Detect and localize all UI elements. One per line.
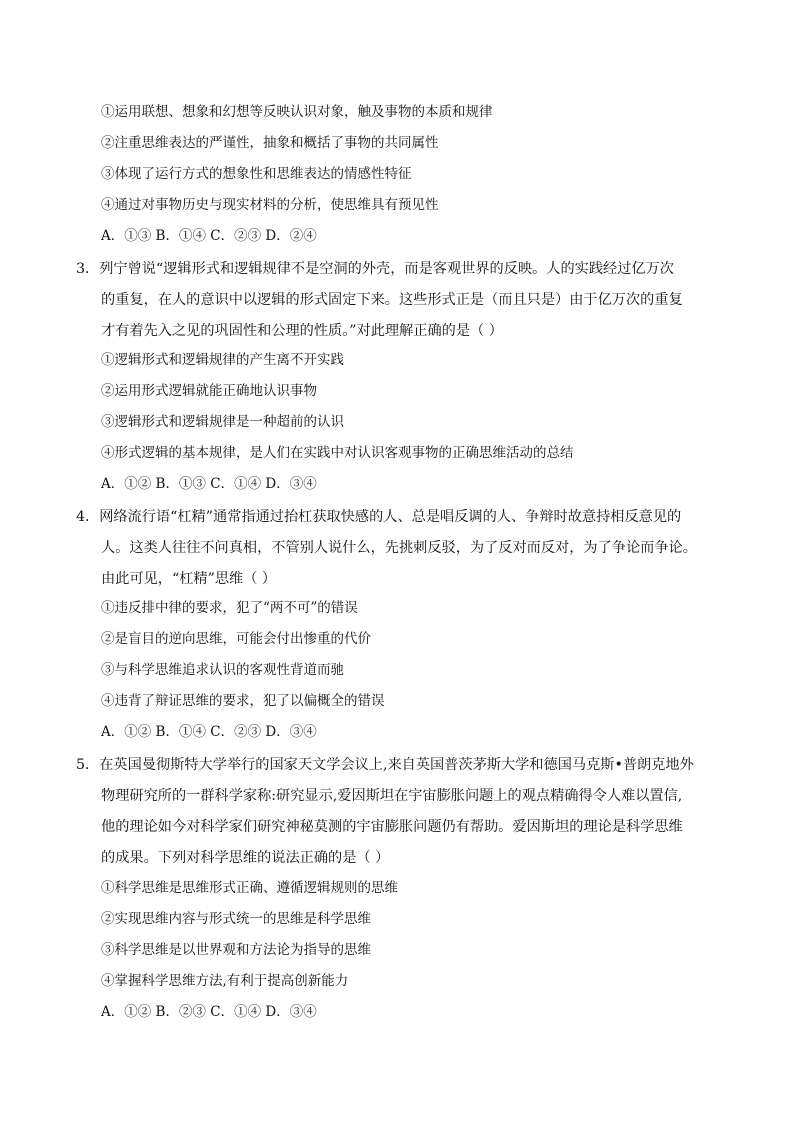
q5-option-3: ③科学思维是以世界观和方法论为指导的思维	[101, 942, 371, 958]
q5-stem	[76, 750, 698, 874]
q4-answer-choices: A．①② B．①④ C．②③ D．③④	[101, 724, 317, 740]
q5-option-1: ①科学思维是思维形式正确、遵循逻辑规则的思维	[101, 880, 398, 896]
q2-answer-choices: A．①③ B．①④ C．②③ D．②④	[101, 228, 317, 244]
q3-stem-line-3: 才有着先入之见的巩固性和公理的性质。”对此理解正确的是（ ）	[101, 323, 503, 339]
q2-option-1: ①运用联想、想象和幻想等反映认识对象，触及事物的本质和规律	[101, 104, 493, 120]
q3-option-2: ②运用形式逻辑就能正确地认识事物	[101, 383, 317, 399]
q5-stem-line-3: 他的理论如今对科学家们研究神秘莫测的宇宙膨胀问题仍有帮助。爱因斯坦的理论是科学思维	[101, 819, 683, 835]
q4-option-3: ③与科学思维追求认识的客观性背道而驰	[101, 662, 344, 678]
q5-stem-line-2: 物理研究所的一群科学家称:研究显示,爱因斯坦在宇宙膨胀问题上的观点精确得令人难以置信,	[101, 788, 683, 804]
q4-stem-line-2: 人。这类人往往不问真相，不管别人说什么，先挑刺反驳，为了反对而反对，为了争论而争论。	[101, 540, 697, 556]
q4-option-4: ④违背了辩证思维的要求，犯了以偏概全的错误	[101, 693, 385, 709]
q3-option-1: ①逻辑形式和逻辑规律的产生离不开实践	[101, 352, 344, 368]
q2-option-4: ④通过对事物历史与现实材料的分析，使思维具有预见性	[101, 197, 439, 213]
q3-stem	[76, 254, 698, 347]
q3-answer-choices: A．①② B．①③ C．①④ D．③④	[101, 476, 317, 492]
q3-option-3: ③逻辑形式和逻辑规律是一种超前的认识	[101, 414, 344, 430]
q2-option-3: ③体现了运行方式的想象性和思维表达的情感性特征	[101, 166, 412, 182]
q4-option-2: ②是盲目的逆向思维，可能会付出惨重的代价	[101, 631, 371, 647]
q5-answer-choices: A．①② B．②③ C．①④ D．③④	[101, 1004, 317, 1020]
q5-stem-line-1: 5．在英国曼彻斯特大学举行的国家天文学会议上,来自英国普茨茅斯大学和德国马克斯•普朗克地外	[76, 757, 694, 773]
q3-stem-line-1: 3．列宁曾说“逻辑形式和逻辑规律不是空洞的外壳，而是客观世界的反映。人的实践经过亿万次	[76, 261, 674, 277]
q4-stem-line-1: 4．网络流行语“杠精”通常指通过抬杠获取快感的人、总是唱反调的人、争辩时故意持相反意见的	[76, 509, 682, 525]
q5-stem-line-4: 的成果。下列对科学思维的说法正确的是（ ）	[101, 850, 390, 866]
q4-stem-line-3: 由此可见，“杠精”思维（ ）	[101, 571, 277, 587]
q5-option-2: ②实现思维内容与形式统一的思维是科学思维	[101, 911, 371, 927]
q4-option-1: ①违反排中律的要求，犯了“两不可”的错误	[101, 600, 358, 616]
q5-option-4: ④掌握科学思维方法,有利于提高创新能力	[101, 973, 349, 989]
q2-option-2: ②注重思维表达的严谨性，抽象和概括了事物的共同属性	[101, 135, 439, 151]
q3-stem-line-2: 的重复，在人的意识中以逻辑的形式固定下来。这些形式正是（而且只是）由于亿万次的重复	[101, 292, 683, 308]
q4-stem	[76, 502, 698, 595]
q3-option-4: ④形式逻辑的基本规律，是人们在实践中对认识客观事物的正确思维活动的总结	[101, 445, 574, 461]
